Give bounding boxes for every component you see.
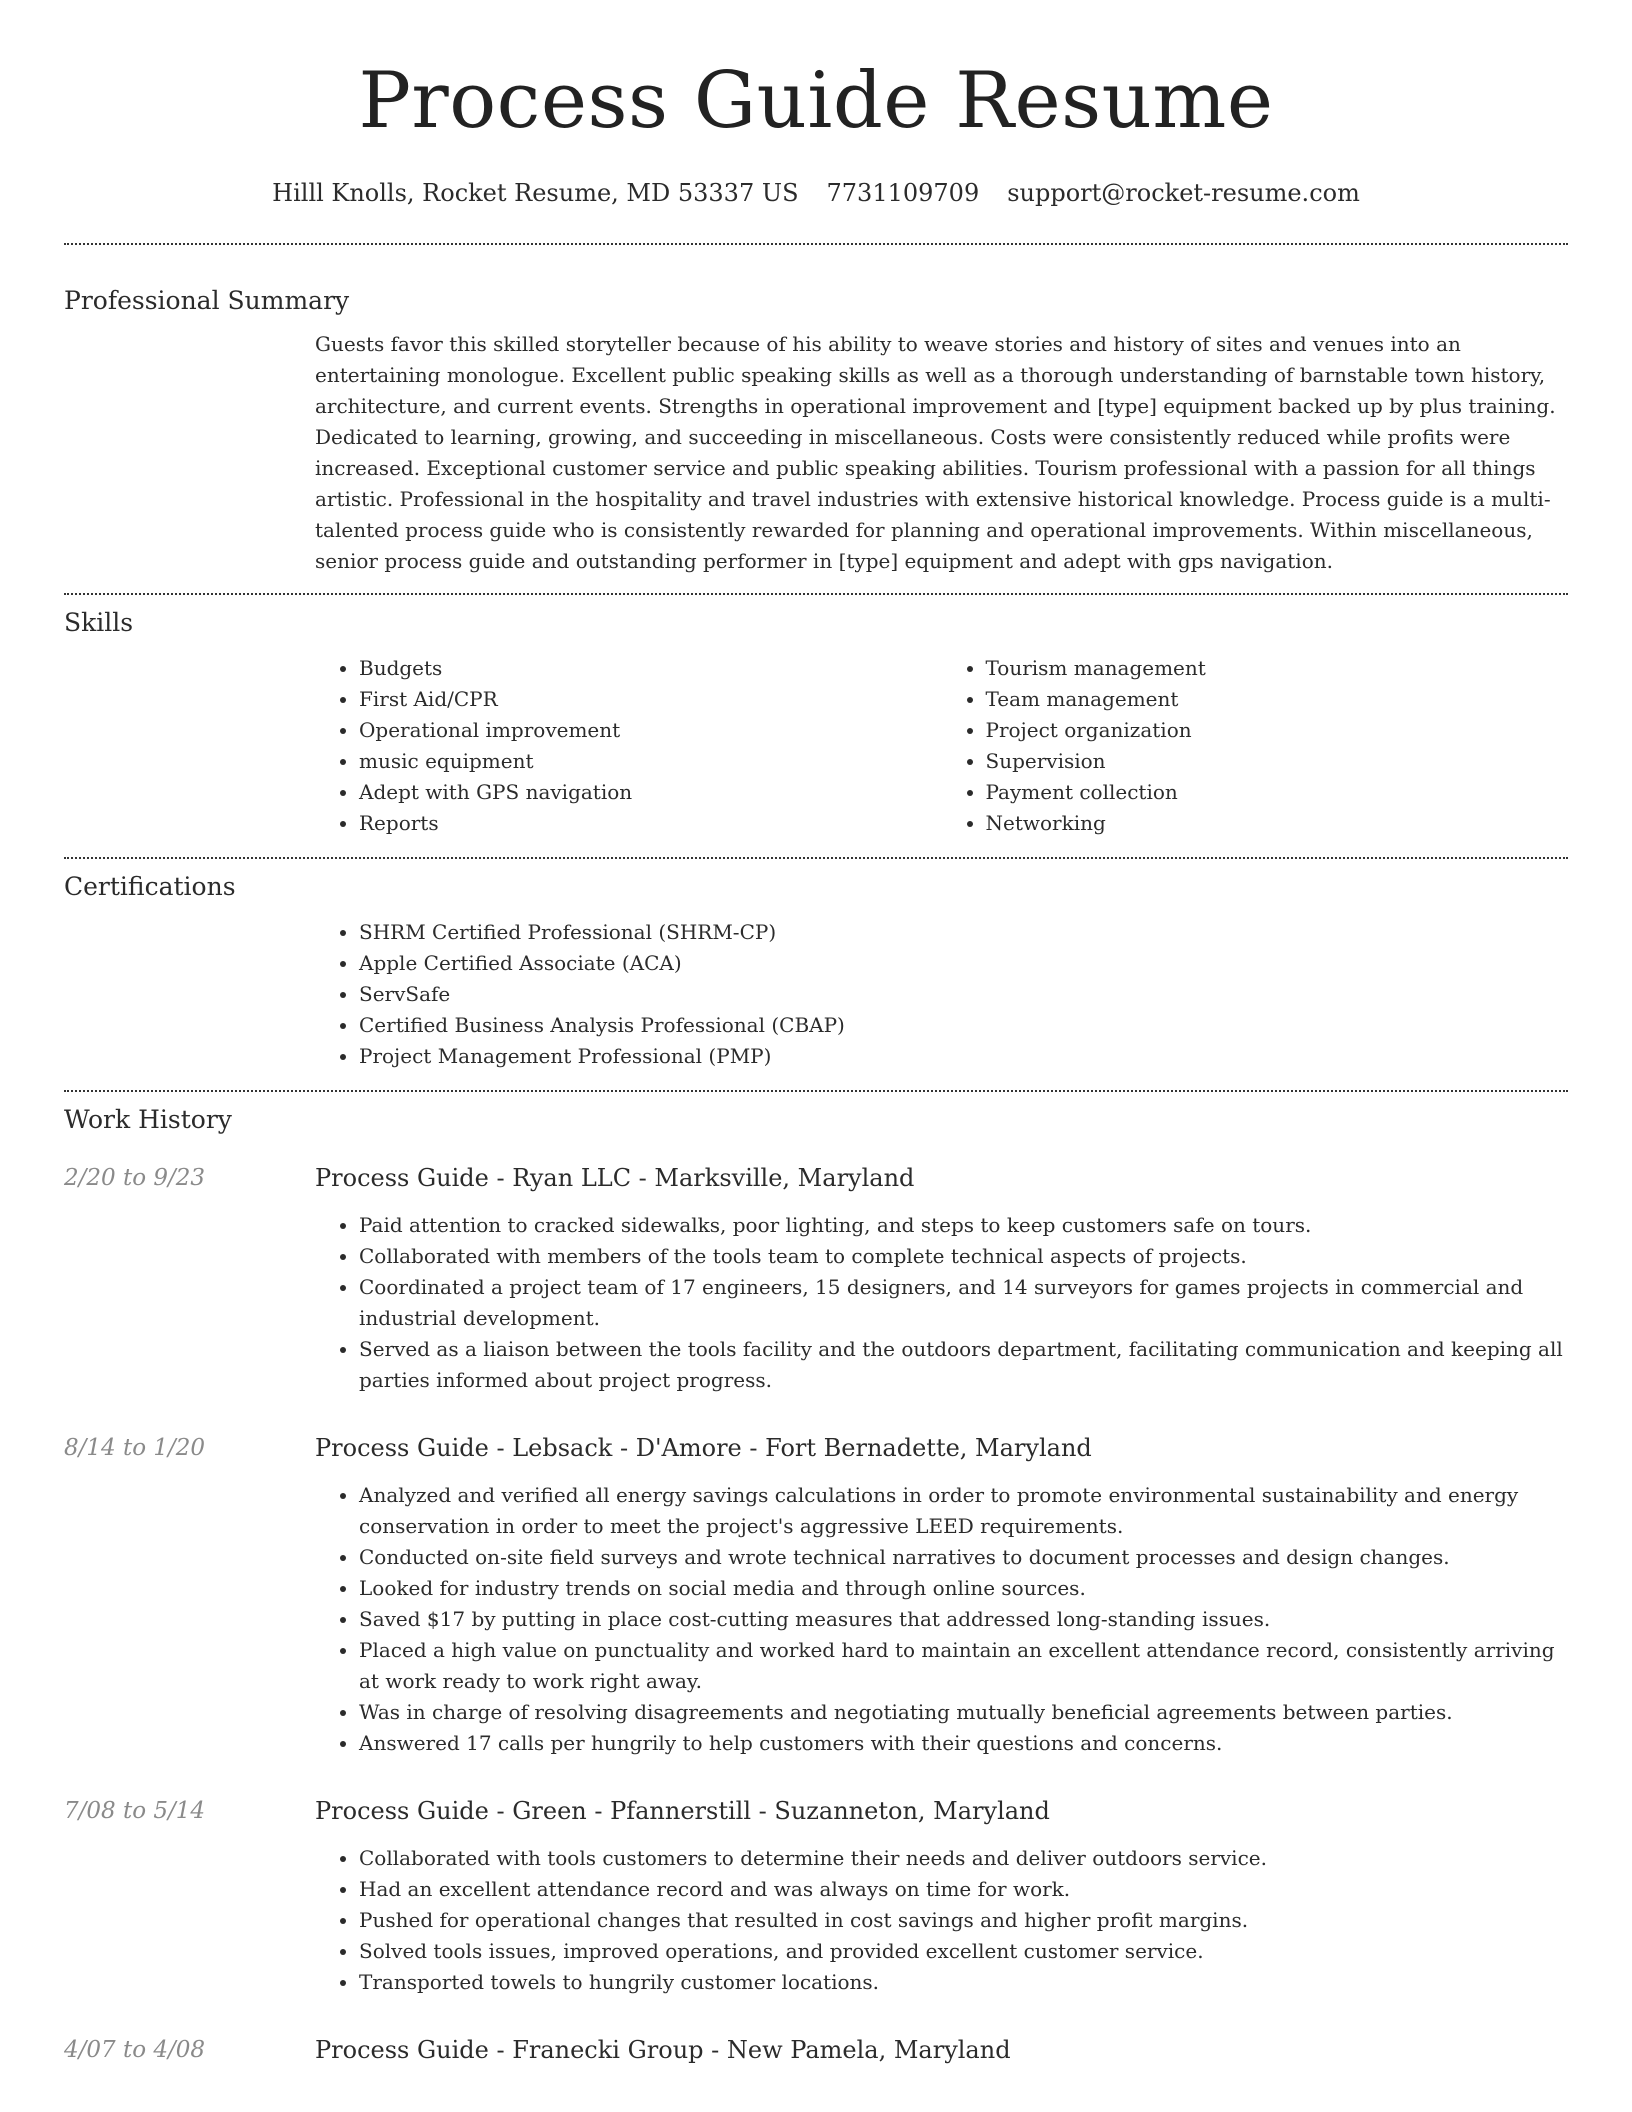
skill-item: • Budgets [359, 653, 942, 684]
divider [64, 857, 1568, 859]
job-bullet: • Placed a high value on punctuality and worked hard to maintain an excellent attendance record, consistently arriving at work ready to work right away. [359, 1635, 1568, 1697]
job-bullets [315, 1210, 1568, 1396]
certifications-block [315, 917, 1568, 1072]
certification-item: • Certified Business Analysis Professional (CBAP) [359, 1010, 1568, 1041]
skill-item: • Networking [986, 808, 1569, 839]
job-bullets [315, 1843, 1568, 1998]
skill-item: • Payment collection [986, 777, 1569, 808]
skill-item: • First Aid/CPR [359, 684, 942, 715]
contact-line [64, 178, 1568, 208]
contact-email: support@rocket-resume.com [1007, 179, 1360, 207]
skill-item: • Operational improvement [359, 715, 942, 746]
job-bullet: • Solved tools issues, improved operations, and provided excellent customer service. [359, 1936, 1568, 1967]
skill-item: • Adept with GPS navigation [359, 777, 942, 808]
job-dates: 2/20 to 9/23 [64, 1165, 206, 1191]
job-bullet: • Paid attention to cracked sidewalks, poor lighting, and steps to keep customers safe on tours. [359, 1210, 1568, 1241]
job-title: Process Guide - Ryan LLC - Marksville, Maryland [315, 1164, 915, 1192]
job-details [315, 2034, 1568, 2066]
job-bullet: • Coordinated a project team of 17 engineers, 15 designers, and 14 surveyors for games projects in commercial and industrial development. [359, 1272, 1568, 1334]
job-title: Process Guide - Green - Pfannerstill - Suzanneton, Maryland [315, 1797, 1050, 1825]
summary-text: Guests favor this skilled storyteller because of his ability to weave stories and history of sites and venues into an entertaining monologue. Excellent public speaking skills as well as a thorough understanding of barnstable town history, architecture, and current events. Strengths in operational improvement and [type] equipment backed up by plus training. Dedicated to learning, growing, and succeeding in miscellaneous. Costs were consistently reduced while profits were increased. Exceptional customer service and public speaking abilities. Tourism professional with a passion for all things artistic. Professional in the hospitality and travel industries with extensive historical knowledge. Process guide is a multi-talented process guide who is consistently rewarded for planning and operational improvements. Within miscellaneous, senior process guide and outstanding performer in [type] equipment and adept with gps navigation. [315, 332, 1556, 573]
job-bullet: • Transported towels to hungrily customer locations. [359, 1967, 1568, 1998]
job-entry [64, 2034, 1568, 2066]
job-details [315, 1432, 1568, 1759]
job-bullet: • Looked for industry trends on social media and through online sources. [359, 1573, 1568, 1604]
job-entry [64, 1795, 1568, 1998]
resume-page [64, 0, 1568, 2066]
skill-item: • Supervision [986, 746, 1569, 777]
certifications-heading: Certifications [64, 872, 236, 901]
work-heading: Work History [64, 1105, 232, 1134]
job-bullet: • Analyzed and verified all energy savings calculations in order to promote environmental sustainability and energy conservation in order to meet the project's aggressive LEED requirements. [359, 1480, 1568, 1542]
job-title: Process Guide - Franecki Group - New Pamela, Maryland [315, 2036, 1011, 2064]
job-entry [64, 1432, 1568, 1759]
job-details [315, 1162, 1568, 1396]
resume-title: Process Guide Resume [358, 56, 1274, 146]
skill-item: • Tourism management [986, 653, 1569, 684]
skill-item: • Team management [986, 684, 1569, 715]
job-bullet: • Answered 17 calls per hungrily to help customers with their questions and concerns. [359, 1728, 1568, 1759]
skills-list-left [315, 653, 942, 839]
job-bullet: • Collaborated with members of the tools team to complete technical aspects of projects. [359, 1241, 1568, 1272]
divider [64, 593, 1568, 595]
divider [64, 1090, 1568, 1092]
job-bullet: • Pushed for operational changes that resulted in cost savings and higher profit margins. [359, 1905, 1568, 1936]
certification-item: • Project Management Professional (PMP) [359, 1041, 1568, 1072]
certification-item: • ServSafe [359, 979, 1568, 1010]
divider [64, 243, 1568, 245]
skills-list-right [942, 653, 1569, 839]
certification-item: • Apple Certified Associate (ACA) [359, 948, 1568, 979]
job-title: Process Guide - Lebsack - D'Amore - Fort Bernadette, Maryland [315, 1434, 1092, 1462]
job-entry [64, 1162, 1568, 1396]
certifications-list [315, 917, 1568, 1072]
job-bullet: • Saved $17 by putting in place cost-cutting measures that addressed long-standing issues. [359, 1604, 1568, 1635]
skills-heading: Skills [64, 608, 134, 637]
job-bullet: • Served as a liaison between the tools facility and the outdoors department, facilitating communication and keeping all parties informed about project progress. [359, 1334, 1568, 1396]
job-dates: 4/07 to 4/08 [64, 2037, 206, 2063]
job-bullet: • Had an excellent attendance record and was always on time for work. [359, 1874, 1568, 1905]
contact-phone: 7731109709 [826, 179, 980, 207]
job-dates: 8/14 to 1/20 [64, 1435, 206, 1461]
job-bullet: • Was in charge of resolving disagreements and negotiating mutually beneficial agreements between parties. [359, 1697, 1568, 1728]
skill-item: • music equipment [359, 746, 942, 777]
certification-item: • SHRM Certified Professional (SHRM-CP) [359, 917, 1568, 948]
job-dates: 7/08 to 5/14 [64, 1798, 206, 1824]
job-bullet: • Collaborated with tools customers to determine their needs and deliver outdoors service. [359, 1843, 1568, 1874]
skills-columns [315, 653, 1568, 839]
skill-item: • Reports [359, 808, 942, 839]
skill-item: • Project organization [986, 715, 1569, 746]
job-bullet: • Conducted on-site field surveys and wrote technical narratives to document processes and design changes. [359, 1542, 1568, 1573]
job-bullets [315, 1480, 1568, 1759]
job-details [315, 1795, 1568, 1998]
summary-heading: Professional Summary [64, 286, 350, 315]
contact-address: Hilll Knolls, Rocket Resume, MD 53337 US [272, 179, 799, 207]
